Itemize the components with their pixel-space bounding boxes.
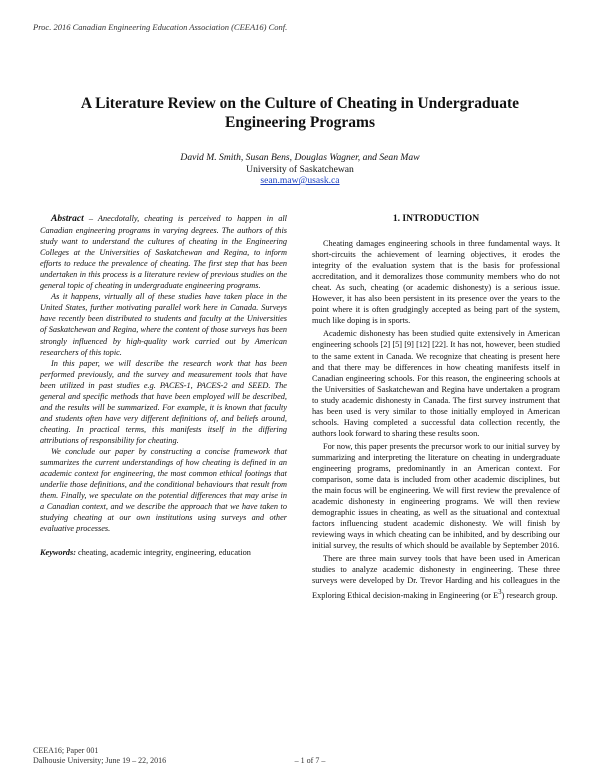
keywords-text: cheating, academic integrity, engineering, education xyxy=(75,548,251,558)
running-header: Proc. 2016 Canadian Engineering Education Association (CEEA16) Conf. xyxy=(33,22,288,32)
intro-paragraph-1: Cheating damages engineering schools in three fundamental ways. It short-circuits the achievement of learning objectives, it erodes the integrity of the evaluation system that is the basis for professional accreditation, and it demoralizes those community members who do not cheat. As such, cheating (or academic dishonesty) is a serious issue. However, it has also been persistent in its presence over the years to the point where it is often grudgingly accepted as being part of the system, much like doping is in sports. xyxy=(312,239,560,326)
intro-paragraph-2: Academic dishonesty has been studied quite extensively in American engineering schools [2] [5] [9] [12] [22]. It has not, however, been studied to the same extent in Canada. We recognize that cheating is present here and that there may be differences in how cheating manifests itself in Canadian engineering schools. For this reason, the engineering schools at the Universities of Saskatchewan and Regina have undertaken a program to study academic dishonesty in Canada. The first survey instrument that has been used is very similar to those initially employed in American schools. Having completed a successful data collection recently, the authors look forward to sharing these results soon. xyxy=(312,329,560,438)
footer-paper-id: CEEA16; Paper 001 xyxy=(33,746,99,755)
footer-info xyxy=(33,746,166,766)
left-column xyxy=(40,213,287,558)
paper-title xyxy=(40,94,560,132)
author-email-link[interactable]: sean.maw@usask.ca xyxy=(260,175,340,186)
author-names: David M. Smith, Susan Bens, Douglas Wagner, and Sean Maw xyxy=(180,152,420,163)
keywords-label: Keywords: xyxy=(40,548,76,558)
abstract-paragraph-2: As it happens, virtually all of these studies have taken place in the United States, further motivating parallel work here in Canada. Surveys have recently been distributed to students and faculty at the Universities of Saskatchewan and Regina, where the content of those surveys has been strongly influenced by high-quality work carried out by American researchers of this topic. xyxy=(40,292,287,357)
affiliation: University of Saskatchewan xyxy=(246,163,354,175)
intro-paragraph-3: For now, this paper presents the precursor work to our initial survey by summarizing and interpreting the literature on cheating in undergraduate engineering programs, predominantly in an American context. For comparison, some data is included from other academic disciplines, but the main focus will be engineering. We will first review the prevalence of academic dishonesty in engineering programs. We will then review demographic issues in cheating, as well as the situational and contextual factors influencing student academic dishonesty. We will finish by reviewing ways in which cheating can be inhibited, and by describing our initial survey, the results of which should be available by September 2016. xyxy=(312,441,560,551)
title-line-1: A Literature Review on the Culture of Cheating in Undergraduate xyxy=(80,95,520,112)
right-column xyxy=(312,213,560,600)
page-number: – 1 of 7 – xyxy=(294,756,326,765)
footer-venue: Dalhousie University; June 19 – 22, 2016 xyxy=(33,756,167,765)
section-heading-introduction: 1. INTRODUCTION xyxy=(392,213,480,224)
abstract-paragraph-4: We conclude our paper by constructing a concise framework that summarizes the current understandings of how cheating is defined in an academic context for engineering, the most common ethical footings that underlie those definitions, and the conditional behaviours that result from them. Finally, we speculate on the potential differences that may arise in a Canadian context, and we describe the approach that we have taken to studying cheating at our own institutions using surveys and other evaluative processes. xyxy=(40,446,287,534)
intro-paragraph-4: There are three main survey tools that have been used in American studies to analyze academic dishonesty in engineering. These three surveys were developed by Dr. Trevor Harding and his colleagues in the Exploring Ethical decision-making in Engineering (or $E^3$) research group. xyxy=(312,554,560,600)
title-line-2: Engineering Programs xyxy=(225,114,375,131)
abstract-paragraph-1: Abstract – Anecdotally, cheating is perceived to happen in all Canadian engineering programs in varying degrees. The authors of this study want to understand the cultures of cheating in the Engineering Colleges at the Universities of Saskatchewan and Regina, to inform efforts to reduce the prevalence of cheating. The first step that has been undertaken in this process is a literature review of previous studies on the general topic of cheating in undergraduate engineering programs. xyxy=(40,214,287,291)
keywords xyxy=(40,547,287,558)
abstract-paragraph-3: In this paper, we will describe the research work that has been performed previously, and the survey and measurement tools that have been utilized in past studies e.g. PACES-1, PACES-2 and SEED. The general and specific methods that have been employed will be described, and the results will be summarized. For example, it is known that faculty and students often have very different definitions of, and beliefs around, cheating. In practical terms, this manifests itself in the differing attributions of responsibility for cheating. xyxy=(40,358,287,445)
abstract-label: Abstract xyxy=(51,214,84,224)
author-block xyxy=(40,152,560,187)
